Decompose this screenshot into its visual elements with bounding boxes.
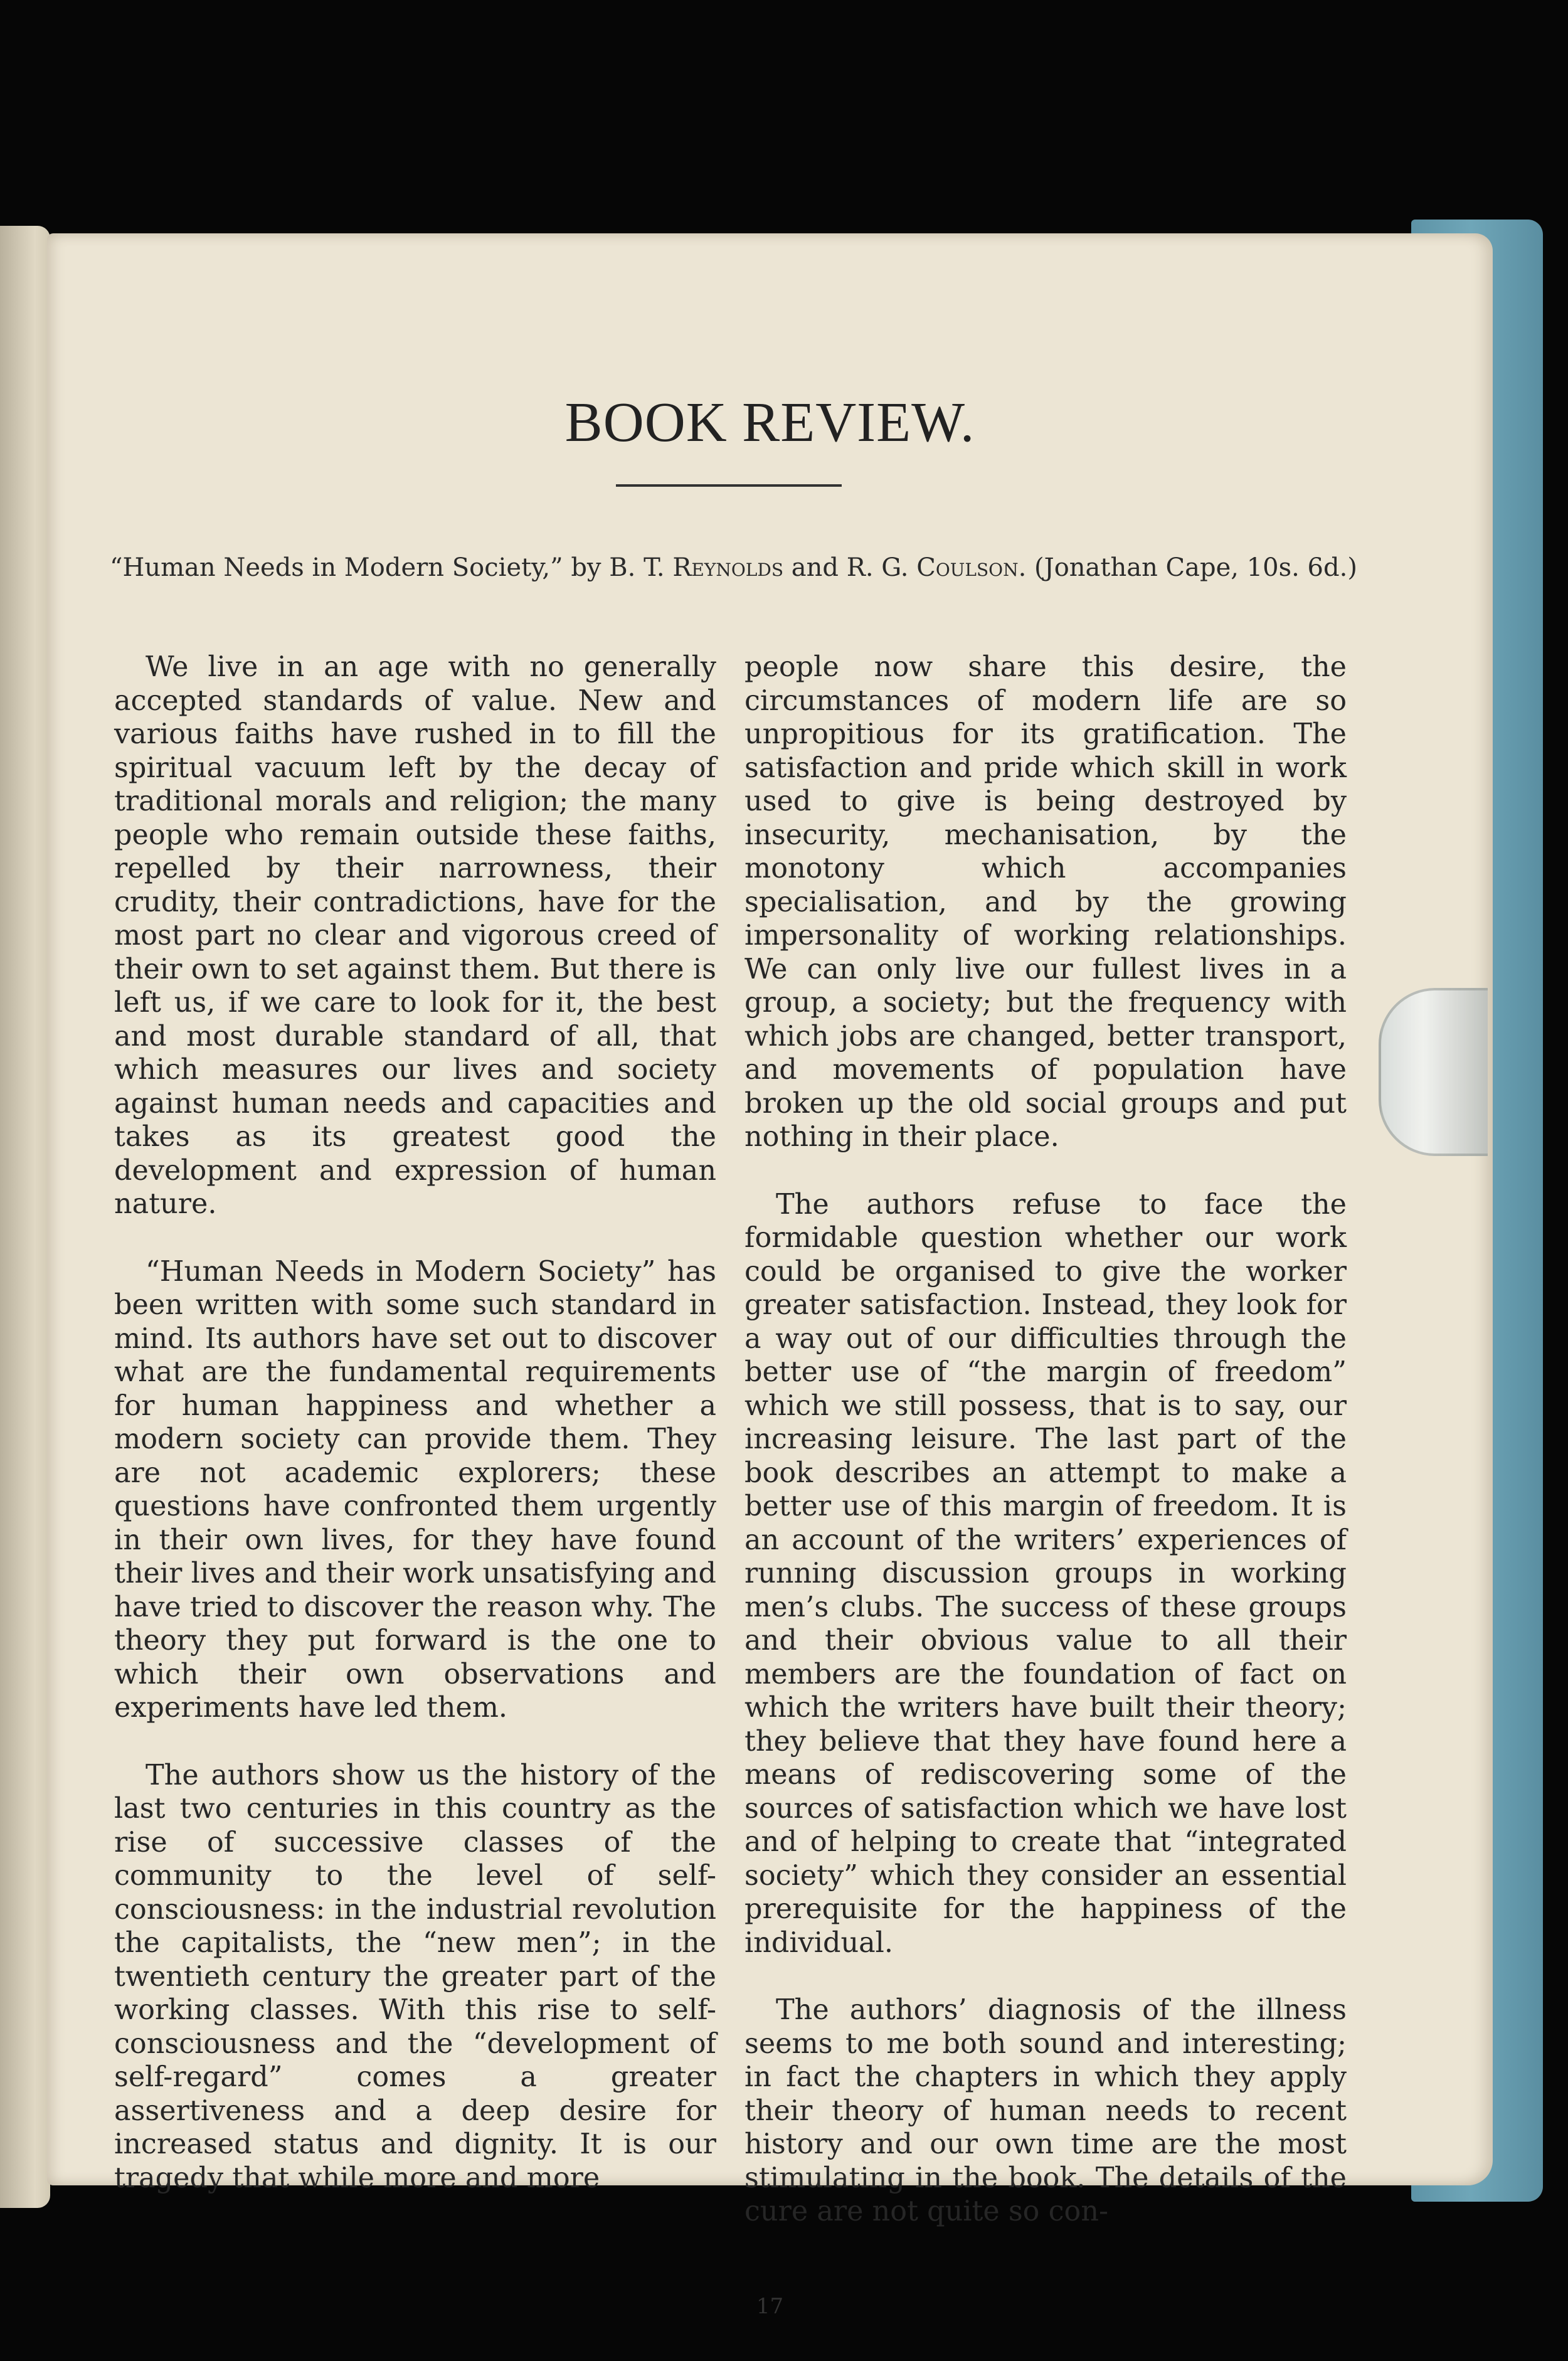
left-column	[114, 650, 716, 2229]
paragraph: We live in an age with no generally accepted standards of value. New and various faiths have rushed in to fill the spiritual vacuum left by the decay of traditional morals and religion; the many people who remain outside these faiths, repelled by their narrowness, their crudity, their contradictions, have for the most part no clear and vigorous creed of their own to set against them. But there is left us, if we care to look for it, the best and most durable standard of all, that which measures our lives and society against human needs and capacities and takes as its greatest good the development and expression of human nature.	[114, 651, 716, 1220]
paragraph: “Human Needs in Modern Society” has been written with some such standard in mind. Its authors have set out to discover what are the fundamental requirements for human happiness and whether a modern society can provide them. They are not academic explorers; these questions have confronted them urgently in their own lives, for they have found their lives and their work unsatisfying and have tried to discover the reason why. The theory they put forward is the one to which their own observations and experiments have led them.	[114, 1255, 716, 1724]
page-number: 17	[756, 2294, 784, 2319]
paragraph: The authors’ diagnosis of the illness seems to me both sound and interesting; in fact the chapters in which they apply their theory of human needs to recent history and our own time are the most stimulating in the book. The details of the cure are not quite so con-	[744, 1994, 1347, 2227]
citation-and: and	[791, 553, 839, 582]
title-rule	[616, 484, 842, 487]
page-title: BOOK REVIEW.	[564, 391, 975, 454]
author2-initials: R. G.	[846, 553, 909, 582]
book-citation	[110, 553, 1427, 582]
binder-clip	[1379, 988, 1488, 1156]
paragraph: The authors show us the history of the last two centuries in this country as the rise of successive classes of the community to the level of self-consciousness: in the industrial revolution the capitalists, the “new men”; in the twentieth century the greater part of the working classes. With this rise to self-consciousness and the “development of self-regard” comes a greater assertiveness and a deep desire for increased status and dignity. It is our tragedy that while more and more	[114, 1759, 716, 2194]
facing-page-edge	[0, 226, 50, 2208]
citation-by: by	[571, 553, 601, 582]
paragraph: The authors refuse to face the formidable question whether our work could be organised to give the worker greater satisfaction. Instead, they look for a way out of our difficulties through the better use of “the margin of freedom” which we still possess, that is to say, our increasing leisure. The last part of the book describes an attempt to make a better use of this margin of freedom. It is an account of the writers’ experiences of running discussion groups in working men’s clubs. The success of these groups and their obvious value to all their members are the foundation of fact on which the writers have built their theory; they believe that they have found here a means of rediscovering some of the sources of satisfaction which we have lost and of helping to create that “integrated society” which they consider an essential prerequisite for the happiness of the individual.	[744, 1188, 1347, 1959]
paragraph-continued: people now share this desire, the circumstances of modern life are so unpropitious for its gratification. The satisfaction and pride which skill in work used to give is being destroyed by insecurity, mechanisation, by the monotony which accompanies specialisation, and by the growing impersonality of working relationships. We can only live our fullest lives in a group, a society; but the frequency with which jobs are changed, better transport, and movements of population have broken up the old social groups and put nothing in their place.	[744, 651, 1347, 1153]
magazine-page	[47, 233, 1493, 2319]
right-column	[744, 650, 1347, 2263]
author1-surname: Reynolds	[672, 553, 784, 582]
publisher-info: (Jonathan Cape, 10s. 6d.)	[1034, 553, 1357, 582]
author2-surname: Coulson.	[916, 553, 1027, 582]
author1-initials: B. T.	[609, 553, 665, 582]
book-title: “Human Needs in Modern Society,”	[110, 553, 563, 582]
